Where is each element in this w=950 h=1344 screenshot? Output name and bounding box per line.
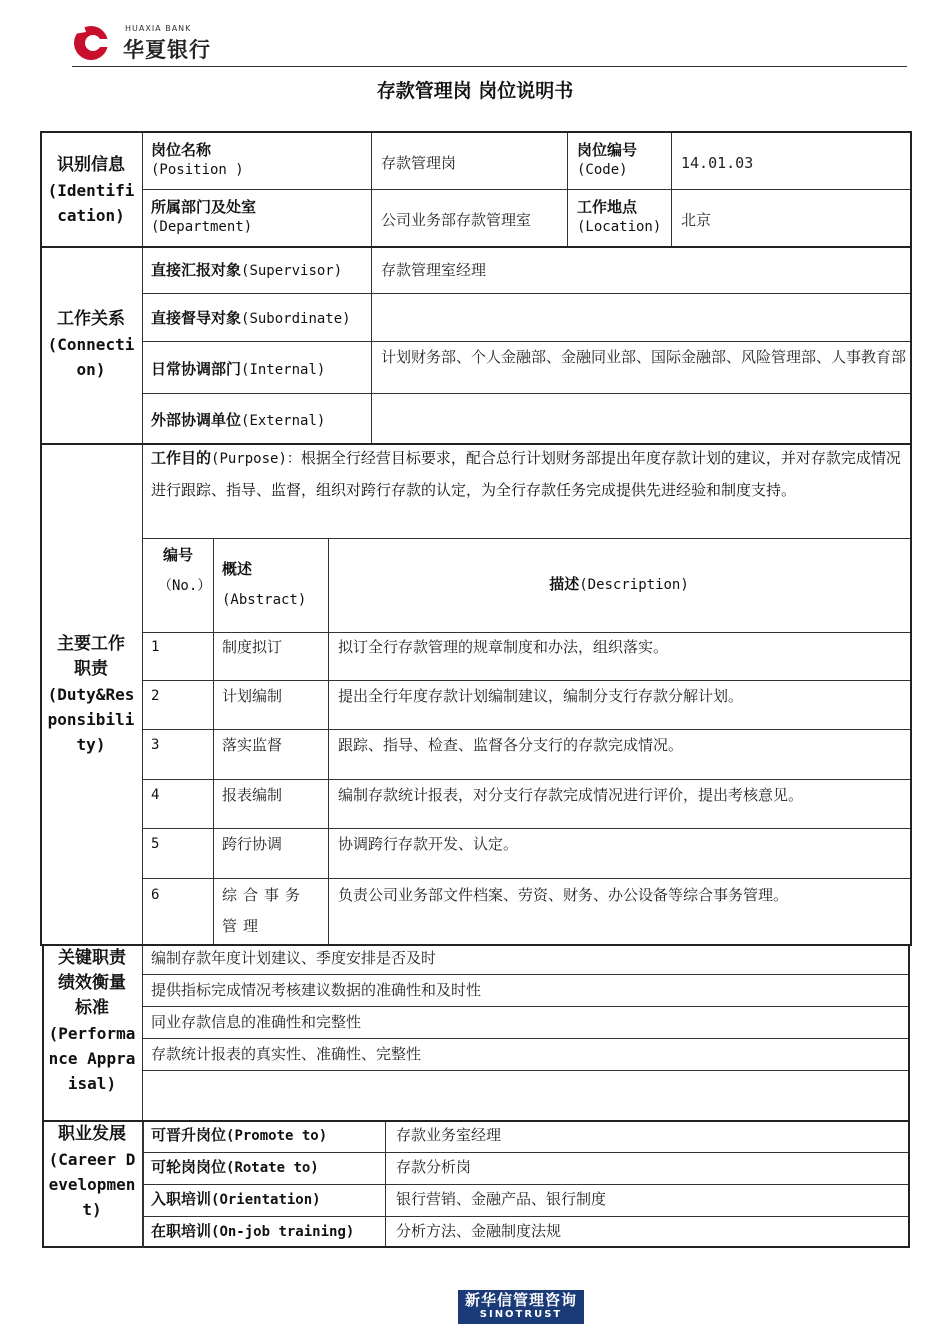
location-value: 北京 — [681, 211, 712, 229]
career-row-value: 银行营销、金融产品、银行制度 — [396, 1190, 607, 1208]
career-row-label: 可晋升岗位(Promote to) — [151, 1126, 328, 1144]
col-header-abstract: 概述 (Abstract) — [222, 560, 307, 608]
duties-section-label: 主要工作职责 (Duty&Responsibility) — [47, 634, 135, 754]
table-row-desc: 编制存款统计报表，对分支行存款完成情况进行评价，提出考核意见。 — [338, 786, 804, 804]
career-row-value: 存款业务室经理 — [396, 1126, 502, 1144]
kpi-item: 编制存款年度计划建议、季度安排是否及时 — [151, 949, 437, 967]
career-section-label: 职业发展 (Career Development) — [48, 1124, 136, 1219]
department-label: 所属部门及处室 (Department) — [151, 198, 257, 235]
huaxia-bank-logo-icon — [72, 24, 110, 62]
sinotrust-logo: 新华信管理咨询 SINOTRUST — [458, 1290, 584, 1324]
position-value: 存款管理岗 — [381, 154, 457, 172]
table-row-no: 6 — [151, 887, 160, 903]
table-row-no: 5 — [151, 836, 160, 852]
code-label: 岗位编号 (Code) — [577, 141, 638, 178]
kpi-section-label: 关键职责绩效衡量标准 (Performance Appraisal) — [48, 948, 136, 1093]
table-row-abstract: 跨行协调 — [222, 835, 283, 853]
position-label: 岗位名称 (Position ) — [151, 141, 244, 178]
career-row-label: 在职培训(On-job training) — [151, 1222, 355, 1240]
supervisor-label: 直接汇报对象(Supervisor) — [151, 261, 343, 279]
internal-value: 计划财务部、个人金融部、金融同业部、国际金融部、风险管理部、人事教育部 — [381, 348, 907, 366]
table-row-abstract: 综合事务管理 — [222, 886, 307, 935]
table-row-abstract: 制度拟订 — [222, 638, 283, 656]
kpi-section — [42, 944, 910, 1122]
table-row-desc: 拟订全行存款管理的规章制度和办法，组织落实。 — [338, 638, 669, 656]
kpi-item: 同业存款信息的准确性和完整性 — [151, 1013, 362, 1031]
col-header-no: 编号 （No.） — [158, 546, 212, 594]
header-divider — [72, 66, 907, 67]
table-row-desc: 跟踪、指导、检查、监督各分支行的存款完成情况。 — [338, 736, 684, 754]
relations-section-label: 工作关系 (Connection) — [47, 309, 135, 379]
career-row-value: 存款分析岗 — [396, 1158, 472, 1176]
col-header-description: 描述(Description) — [549, 575, 689, 593]
kpi-item: 存款统计报表的真实性、准确性、完整性 — [151, 1045, 422, 1063]
table-row-abstract: 计划编制 — [222, 687, 283, 705]
table-row-abstract: 落实监督 — [222, 736, 283, 754]
table-row-no: 2 — [151, 688, 160, 704]
career-row-label: 入职培训(Orientation) — [151, 1190, 321, 1208]
career-row-value: 分析方法、金融制度法规 — [396, 1222, 562, 1240]
table-row-desc: 协调跨行存款开发、认定。 — [338, 835, 519, 853]
table-row-abstract: 报表编制 — [222, 786, 283, 804]
career-row-label: 可轮岗岗位(Rotate to) — [151, 1158, 319, 1176]
identification-section-label: 识别信息 (Identification) — [47, 155, 135, 225]
subordinate-label: 直接督导对象(Subordinate) — [151, 309, 351, 327]
table-row-no: 1 — [151, 639, 160, 655]
table-row-no: 3 — [151, 737, 160, 753]
department-value: 公司业务部存款管理室 — [381, 211, 532, 229]
location-label: 工作地点 (Location) — [577, 198, 662, 235]
table-row-no: 4 — [151, 787, 160, 803]
bank-name-en: HUAXIA BANK — [125, 24, 192, 33]
purpose-text: 工作目的(Purpose)：根据全行经营目标要求，配合总行计划财务部提出年度存款计划的建议，并对存款完成情况进行跟踪、指导、监督，组织对跨行存款的认定，为全行存款任务完成提供先进经验和制度支持。 — [151, 449, 901, 499]
code-value: 14.01.03 — [681, 154, 754, 172]
document-title: 存款管理岗 岗位说明书 — [376, 80, 574, 102]
supervisor-value: 存款管理室经理 — [381, 261, 487, 279]
bank-name-cn: 华夏银行 — [123, 38, 211, 62]
kpi-item: 提供指标完成情况考核建议数据的准确性和及时性 — [151, 981, 482, 999]
external-label: 外部协调单位(External) — [151, 411, 326, 429]
internal-label: 日常协调部门(Internal) — [151, 360, 326, 378]
table-row-desc: 提出全行年度存款计划编制建议，编制分支行存款分解计划。 — [338, 687, 744, 705]
table-row-desc: 负责公司业务部文件档案、劳资、财务、办公设备等综合事务管理。 — [338, 886, 789, 904]
